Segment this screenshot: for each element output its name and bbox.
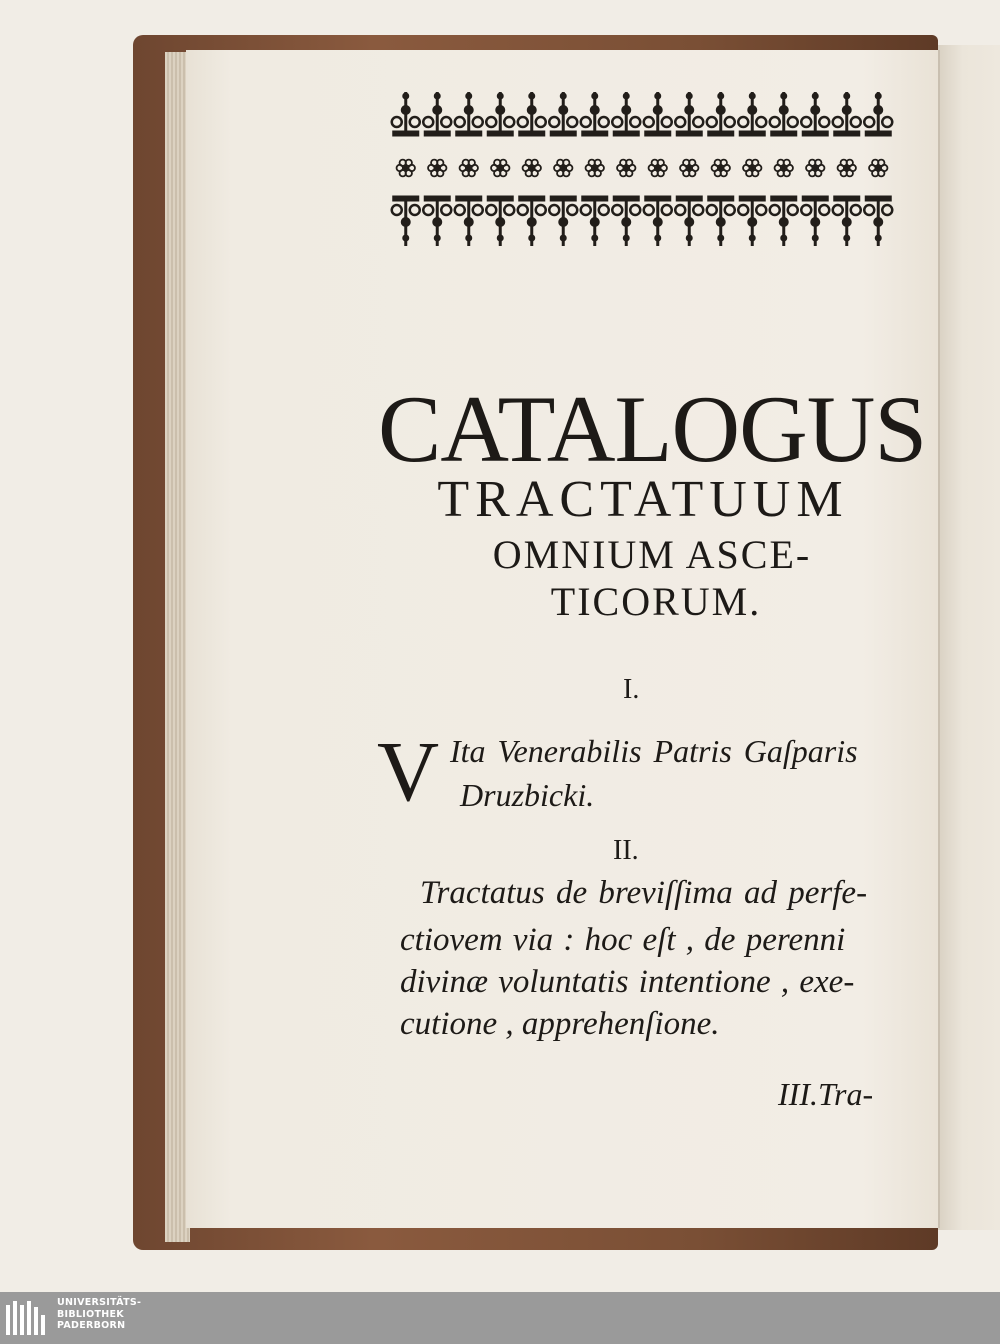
section-numeral-1: I. bbox=[623, 674, 640, 705]
section-2-line-2: ctiovem via : hoc eſt , de perenni bbox=[400, 922, 846, 958]
facing-page-edge bbox=[938, 45, 1000, 1230]
logo-line-2: BIBLIOTHEK bbox=[57, 1308, 124, 1320]
title-line-4: TICORUM. bbox=[550, 579, 762, 624]
logo-line-1: UNIVERSITÄTS- bbox=[57, 1297, 142, 1308]
section-2-line-3: divinæ voluntatis intentione , exe- bbox=[400, 964, 855, 1000]
section-1-line-2: Druzbicki. bbox=[460, 777, 595, 813]
page-subtitle: TRACTATUUM bbox=[437, 471, 849, 528]
footer-bar bbox=[0, 1292, 1000, 1344]
title-line-3: OMNIUM ASCE- bbox=[492, 532, 812, 577]
library-logo-icon bbox=[6, 1301, 52, 1335]
section-numeral-2: II. bbox=[613, 835, 639, 866]
logo-line-3: PADERBORN bbox=[57, 1320, 126, 1331]
section-1-line-1: Ita Venerabilis Patris Gaſparis bbox=[450, 733, 858, 769]
section-2-line-4: cutione , apprehenſione. bbox=[400, 1006, 720, 1042]
section-2-line-1: Tractatus de breviſſima ad perfe- bbox=[420, 875, 868, 911]
ornament-headpiece bbox=[390, 88, 894, 250]
page-title: CATALOGUS bbox=[378, 376, 927, 482]
drop-capital: V bbox=[377, 723, 440, 819]
catchword: III.Tra- bbox=[778, 1076, 874, 1112]
library-logo-text bbox=[57, 1297, 141, 1332]
